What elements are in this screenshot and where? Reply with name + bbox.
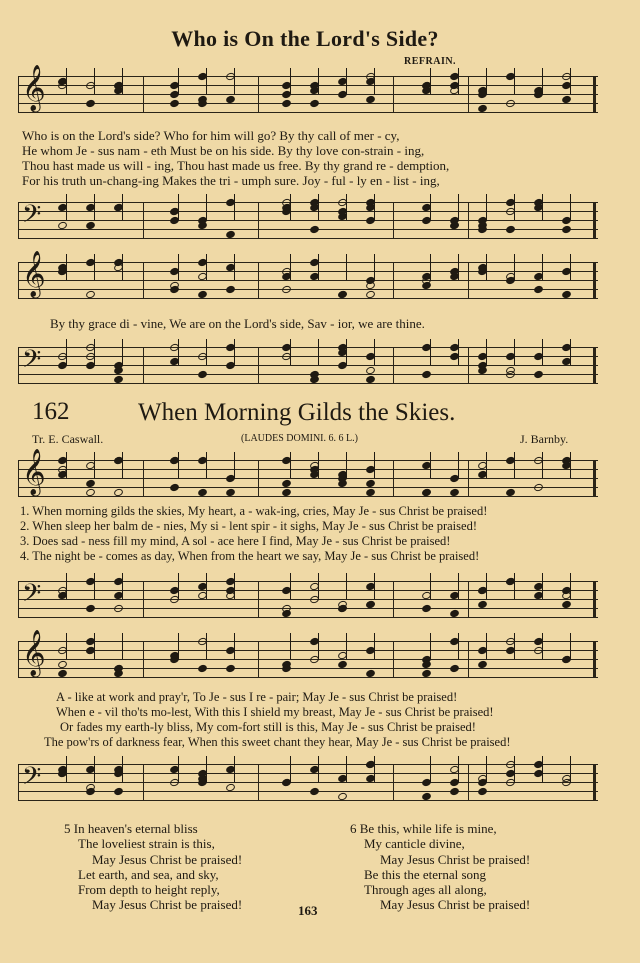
note-stem xyxy=(66,254,67,280)
note-stem xyxy=(374,339,375,365)
staff-line xyxy=(18,496,598,497)
stanza-line: Through ages all along, xyxy=(364,882,487,898)
note-stem xyxy=(374,452,375,478)
note-stem xyxy=(430,194,431,220)
note-head xyxy=(505,225,516,235)
bar-line xyxy=(143,764,144,800)
note-stem xyxy=(318,68,319,94)
bar-line xyxy=(143,460,144,496)
bar-line xyxy=(393,581,394,617)
note-stem xyxy=(94,254,95,280)
note-stem xyxy=(514,68,515,94)
lyric-line: Who is on the Lord's side? Who for him will go? By thy call of mer - cy, xyxy=(22,128,400,143)
staff-line xyxy=(18,478,598,479)
bar-line xyxy=(18,262,19,298)
bar-line xyxy=(468,641,469,677)
note-stem xyxy=(66,452,67,478)
note-stem xyxy=(458,633,459,659)
bar-line xyxy=(18,581,19,617)
note-stem xyxy=(570,573,571,599)
bar-line xyxy=(143,202,144,238)
treble-clef-icon: 𝄞 xyxy=(22,630,46,676)
refrain-lyrics xyxy=(20,316,630,331)
lyric-line: Thou hast made us will - ing, Thou hast made us free. By thy grand re - demption, xyxy=(22,158,450,173)
note-stem xyxy=(290,254,291,280)
note-stem xyxy=(66,573,67,599)
note-head xyxy=(533,483,544,493)
staff-line xyxy=(18,791,598,792)
note-stem xyxy=(234,68,235,94)
note-stem xyxy=(346,194,347,220)
note-stem xyxy=(318,194,319,220)
bar-line xyxy=(468,76,469,112)
bar-line xyxy=(393,76,394,112)
bass-clef-icon: 𝄢 xyxy=(22,579,42,614)
note-stem xyxy=(486,633,487,659)
bar-line xyxy=(18,347,19,383)
verse-lyrics xyxy=(20,128,600,188)
staff-line xyxy=(18,289,598,290)
note-stem xyxy=(514,452,515,478)
stanza-line: May Jesus Christ be praised! xyxy=(92,851,243,867)
note-stem xyxy=(514,573,515,599)
note-head xyxy=(477,787,488,797)
hymn-title: Who is On the Lord's Side? xyxy=(171,26,439,51)
note-stem xyxy=(430,573,431,599)
note-stem xyxy=(290,339,291,365)
bar-line xyxy=(143,76,144,112)
note-stem xyxy=(234,194,235,220)
stanza-line: From depth to height reply, xyxy=(78,882,220,898)
note-stem xyxy=(178,254,179,280)
note-stem xyxy=(66,339,67,365)
note-stem xyxy=(570,194,571,220)
note-stem xyxy=(570,339,571,365)
stanza-5 xyxy=(64,821,242,913)
bar-line xyxy=(258,262,259,298)
bar-line xyxy=(393,347,394,383)
bar-line xyxy=(593,202,596,238)
bar-line xyxy=(18,76,19,112)
bar-line xyxy=(393,641,394,677)
bar-line xyxy=(258,764,259,800)
note-stem xyxy=(66,194,67,220)
note-stem xyxy=(206,68,207,94)
note-stem xyxy=(430,68,431,94)
note-stem xyxy=(234,254,235,280)
note-stem xyxy=(234,633,235,659)
note-head xyxy=(281,99,292,109)
note-stem xyxy=(94,68,95,94)
note-stem xyxy=(94,452,95,478)
treble-clef-icon: 𝄞 xyxy=(22,449,46,495)
composer: J. Barnby. xyxy=(520,432,569,446)
note-stem xyxy=(206,633,207,659)
note-head xyxy=(197,664,208,674)
bar-line xyxy=(258,460,259,496)
treble-staff xyxy=(18,449,598,496)
note-stem xyxy=(122,633,123,659)
note-stem xyxy=(430,254,431,280)
note-head xyxy=(169,483,180,493)
bass-clef-icon: 𝄢 xyxy=(22,762,42,797)
note-stem xyxy=(458,756,459,782)
lyric-line: The pow'rs of darkness fear, When this sweet chant they hear, May Je - sus Christ be praised! xyxy=(44,735,511,749)
note-stem xyxy=(206,254,207,280)
note-stem xyxy=(290,452,291,478)
note-head xyxy=(197,99,208,109)
note-stem xyxy=(430,756,431,782)
note-stem xyxy=(318,339,319,365)
note-stem xyxy=(570,68,571,94)
bar-line xyxy=(468,764,469,800)
staff-line xyxy=(18,659,598,660)
note-head xyxy=(533,285,544,295)
note-stem xyxy=(94,194,95,220)
stanza-line: My canticle divine, xyxy=(364,836,465,852)
stanza-line: The loveliest strain is this, xyxy=(78,836,215,852)
stanza-line: May Jesus Christ be praised! xyxy=(380,897,531,913)
note-stem xyxy=(234,452,235,478)
note-stem xyxy=(318,254,319,280)
note-stem xyxy=(318,573,319,599)
note-stem xyxy=(66,756,67,782)
hymn-title: When Morning Gilds the Skies. xyxy=(138,399,456,426)
staff-line xyxy=(18,599,598,600)
staff-line xyxy=(18,617,598,618)
note-stem xyxy=(234,756,235,782)
note-stem xyxy=(66,633,67,659)
note-stem xyxy=(430,633,431,659)
stanza-line: May Jesus Christ be praised! xyxy=(92,897,243,913)
note-head xyxy=(281,285,292,295)
verse-lyrics xyxy=(20,690,600,750)
bar-line xyxy=(143,262,144,298)
staff-line xyxy=(18,668,598,669)
note-stem xyxy=(178,573,179,599)
bass-clef-icon: 𝄢 xyxy=(22,345,42,380)
staff-line xyxy=(18,677,598,678)
note-stem xyxy=(94,633,95,659)
hymn-number: 162 xyxy=(32,398,70,425)
bar-line xyxy=(468,460,469,496)
staff-line xyxy=(18,800,598,801)
note-head xyxy=(449,787,460,797)
lyric-line: For his truth un-chang-ing Makes the tri - umph sure. Joy - ful - ly en - list - ing, xyxy=(22,173,440,188)
treble-staff xyxy=(18,630,598,677)
bass-staff xyxy=(18,581,598,617)
note-head xyxy=(169,99,180,109)
note-stem xyxy=(514,194,515,220)
note-stem xyxy=(318,452,319,478)
note-stem xyxy=(542,633,543,659)
note-stem xyxy=(458,339,459,365)
note-stem xyxy=(514,756,515,782)
note-head xyxy=(225,285,236,295)
note-stem xyxy=(430,339,431,365)
note-stem xyxy=(346,573,347,599)
note-stem xyxy=(206,339,207,365)
note-stem xyxy=(458,254,459,280)
note-head xyxy=(421,370,432,380)
note-stem xyxy=(486,756,487,782)
note-stem xyxy=(178,68,179,94)
lyric-line: Or fades my earth-ly bliss, My com-fort still is this, May Je - sus Christ be praised! xyxy=(60,720,476,734)
note-stem xyxy=(94,573,95,599)
note-stem xyxy=(570,452,571,478)
note-stem xyxy=(542,573,543,599)
note-stem xyxy=(290,756,291,782)
note-stem xyxy=(178,452,179,478)
note-stem xyxy=(122,194,123,220)
staff-line xyxy=(18,383,598,384)
note-stem xyxy=(486,254,487,280)
note-stem xyxy=(94,339,95,365)
note-head xyxy=(309,225,320,235)
note-head xyxy=(449,664,460,674)
lyric-line: 4. The night be - comes as day, When from the heart we say, May Je - sus Christ be praised! xyxy=(20,549,480,563)
bar-line xyxy=(393,202,394,238)
note-stem xyxy=(290,194,291,220)
bar-line xyxy=(593,76,596,112)
note-stem xyxy=(458,194,459,220)
stanza-line: Be this the eternal song xyxy=(364,866,487,882)
note-stem xyxy=(458,452,459,478)
note-head xyxy=(85,99,96,109)
staff-line xyxy=(18,608,598,609)
note-stem xyxy=(486,452,487,478)
staff-line xyxy=(18,112,598,113)
note-stem xyxy=(374,68,375,94)
note-head xyxy=(477,225,488,235)
bar-line xyxy=(393,460,394,496)
note-stem xyxy=(318,633,319,659)
note-head xyxy=(281,664,292,674)
lyric-line: 1. When morning gilds the skies, My heart, a - wak-ing, cries, May Je - sus Christ be praised! xyxy=(20,504,488,518)
note-stem xyxy=(570,633,571,659)
treble-clef-icon: 𝄞 xyxy=(22,251,46,297)
bar-line xyxy=(143,347,144,383)
note-stem xyxy=(458,573,459,599)
note-stem xyxy=(486,573,487,599)
note-stem xyxy=(542,254,543,280)
bar-line xyxy=(18,202,19,238)
note-stem xyxy=(122,573,123,599)
note-stem xyxy=(514,339,515,365)
staff-line xyxy=(18,347,598,348)
staff-line xyxy=(18,298,598,299)
note-stem xyxy=(122,756,123,782)
treble-clef-icon: 𝄞 xyxy=(22,65,46,111)
bar-line xyxy=(468,262,469,298)
lyric-line: He whom Je - sus nam - eth Must be on his side. By thy love con-strain - ing, xyxy=(22,143,425,158)
note-stem xyxy=(122,339,123,365)
stanza-line: 5 In heaven's eternal bliss xyxy=(64,821,198,836)
note-head xyxy=(197,370,208,380)
note-stem xyxy=(122,452,123,478)
bar-line xyxy=(593,347,596,383)
staff-line xyxy=(18,469,598,470)
note-stem xyxy=(542,452,543,478)
note-stem xyxy=(570,756,571,782)
note-stem xyxy=(290,68,291,94)
bar-line xyxy=(593,641,596,677)
stanza-line: May Jesus Christ be praised! xyxy=(380,851,531,867)
note-stem xyxy=(122,68,123,94)
note-stem xyxy=(206,573,207,599)
note-stem xyxy=(346,452,347,478)
staff-line xyxy=(18,85,598,86)
note-stem xyxy=(486,68,487,94)
bar-line xyxy=(393,262,394,298)
note-stem xyxy=(430,452,431,478)
note-stem xyxy=(290,633,291,659)
stanza-line: Let earth, and sea, and sky, xyxy=(78,866,219,882)
bass-staff xyxy=(18,764,598,800)
stanza-6 xyxy=(350,821,530,913)
note-stem xyxy=(206,756,207,782)
note-stem xyxy=(374,756,375,782)
note-head xyxy=(561,225,572,235)
bar-line xyxy=(143,641,144,677)
note-stem xyxy=(66,68,67,94)
bass-clef-icon: 𝄢 xyxy=(22,200,42,235)
bar-line xyxy=(393,764,394,800)
note-stem xyxy=(178,194,179,220)
note-stem xyxy=(486,339,487,365)
staff-line xyxy=(18,94,598,95)
bar-line xyxy=(18,764,19,800)
note-stem xyxy=(206,452,207,478)
bar-line xyxy=(258,581,259,617)
bass-staff xyxy=(18,202,598,238)
lyric-line: A - like at work and pray'r, To Je - sus I re - pair; May Je - sus Christ be praised! xyxy=(56,690,458,704)
staff-line xyxy=(18,262,598,263)
staff-line xyxy=(18,590,598,591)
note-head xyxy=(505,99,516,109)
note-stem xyxy=(542,194,543,220)
stanza-line: 6 Be this, while life is mine, xyxy=(350,821,497,836)
bar-line xyxy=(593,764,596,800)
note-stem xyxy=(346,756,347,782)
note-head xyxy=(309,99,320,109)
note-stem xyxy=(346,254,347,280)
note-stem xyxy=(458,68,459,94)
note-stem xyxy=(178,339,179,365)
note-stem xyxy=(570,254,571,280)
bar-line xyxy=(468,202,469,238)
note-head xyxy=(113,604,124,614)
note-stem xyxy=(290,573,291,599)
note-stem xyxy=(346,339,347,365)
bar-line xyxy=(258,347,259,383)
note-stem xyxy=(542,339,543,365)
bass-staff xyxy=(18,347,598,383)
bar-line xyxy=(258,76,259,112)
bar-line xyxy=(593,262,596,298)
bar-line xyxy=(18,641,19,677)
bar-line xyxy=(258,641,259,677)
note-stem xyxy=(178,633,179,659)
note-head xyxy=(225,664,236,674)
treble-staff xyxy=(18,251,598,298)
note-stem xyxy=(374,194,375,220)
note-stem xyxy=(374,573,375,599)
note-stem xyxy=(486,194,487,220)
bar-line xyxy=(143,581,144,617)
translator: Tr. E. Caswall. xyxy=(32,432,104,446)
staff-line xyxy=(18,220,598,221)
note-head xyxy=(85,604,96,614)
bar-line xyxy=(593,581,596,617)
note-head xyxy=(113,787,124,797)
lyric-line: 3. Does sad - ness fill my mind, A sol - ace here I find, May Je - sus Christ be praised! xyxy=(20,534,451,548)
note-stem xyxy=(318,756,319,782)
lyric-line: By thy grace di - vine, We are on the Lord's side, Sav - ior, we are thine. xyxy=(50,316,425,331)
note-stem xyxy=(542,756,543,782)
note-stem xyxy=(178,756,179,782)
note-stem xyxy=(94,756,95,782)
bar-line xyxy=(258,202,259,238)
note-stem xyxy=(234,339,235,365)
lyric-line: 2. When sleep her balm de - nies, My si - lent spir - it sighs, May Je - sus Christ be praised! xyxy=(20,519,477,533)
page-number: 163 xyxy=(298,903,318,918)
note-stem xyxy=(122,254,123,280)
note-stem xyxy=(374,254,375,280)
note-head xyxy=(421,604,432,614)
note-head xyxy=(309,787,320,797)
tune-name: (LAUDES DOMINI. 6. 6 L.) xyxy=(241,433,358,444)
note-head xyxy=(533,370,544,380)
note-stem xyxy=(514,633,515,659)
lyric-line: When e - vil tho'ts mo-lest, With this I shield my breast, May Je - sus Christ be praised! xyxy=(56,705,494,719)
treble-staff xyxy=(18,65,598,112)
note-stem xyxy=(234,573,235,599)
note-stem xyxy=(346,633,347,659)
note-stem xyxy=(206,194,207,220)
verse-lyrics xyxy=(20,504,600,564)
bar-line xyxy=(593,460,596,496)
staff-line xyxy=(18,238,598,239)
note-stem xyxy=(374,633,375,659)
note-stem xyxy=(346,68,347,94)
bar-line xyxy=(468,581,469,617)
note-stem xyxy=(542,68,543,94)
bar-line xyxy=(468,347,469,383)
refrain-label: REFRAIN. xyxy=(404,56,457,67)
note-head xyxy=(85,787,96,797)
bar-line xyxy=(18,460,19,496)
note-stem xyxy=(514,254,515,280)
